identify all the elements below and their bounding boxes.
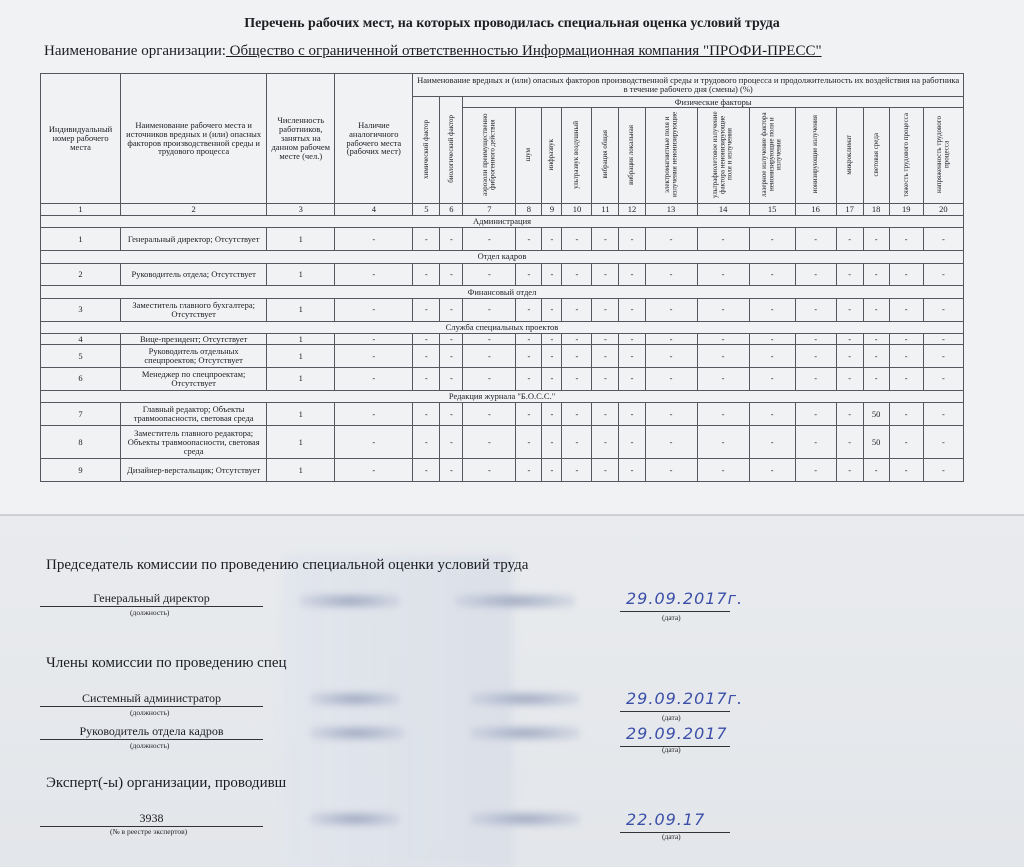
factor-value: - bbox=[516, 403, 542, 426]
workplace-name: Вице-президент; Отсутствует bbox=[121, 333, 267, 344]
header-factor-9: электромагнитные поля и излучения неионизирующие bbox=[645, 108, 697, 204]
worker-count: 1 bbox=[267, 228, 335, 251]
workplace-id: 6 bbox=[41, 368, 121, 391]
factor-value: - bbox=[516, 263, 542, 286]
factor-value: - bbox=[923, 403, 963, 426]
factor-value: - bbox=[440, 345, 463, 368]
factor-value: - bbox=[516, 298, 542, 321]
factor-value: - bbox=[413, 403, 440, 426]
expert-heading: Эксперт(-ы) организации, проводивш bbox=[46, 775, 287, 791]
factor-value: - bbox=[619, 459, 645, 482]
factor-value: - bbox=[562, 459, 592, 482]
header-worker-count: Численность работников, занятых на данном рабочем месте (чел.) bbox=[267, 74, 335, 204]
factor-value: - bbox=[562, 263, 592, 286]
column-number: 17 bbox=[836, 204, 863, 216]
factor-value: - bbox=[863, 333, 889, 344]
factor-value: - bbox=[645, 368, 697, 391]
column-number: 19 bbox=[889, 204, 923, 216]
table-row bbox=[41, 333, 964, 344]
factor-value: - bbox=[413, 368, 440, 391]
factor-value: - bbox=[562, 298, 592, 321]
column-number: 3 bbox=[267, 204, 335, 216]
factor-value: - bbox=[592, 333, 619, 344]
factor-value: - bbox=[923, 228, 963, 251]
factor-value: - bbox=[413, 263, 440, 286]
factor-value: - bbox=[863, 228, 889, 251]
workplace-name: Главный редактор; Объекты травмоопасности, световая среда bbox=[121, 403, 267, 426]
factor-value: - bbox=[923, 345, 963, 368]
signatures-section bbox=[0, 515, 1024, 867]
factor-value: - bbox=[440, 459, 463, 482]
factor-value: - bbox=[619, 345, 645, 368]
factor-value: - bbox=[516, 345, 542, 368]
factor-value: - bbox=[440, 298, 463, 321]
column-number: 10 bbox=[562, 204, 592, 216]
factor-value: - bbox=[413, 459, 440, 482]
factor-value: - bbox=[923, 263, 963, 286]
factor-value: - bbox=[749, 263, 795, 286]
factor-value: - bbox=[795, 298, 836, 321]
factor-value: - bbox=[542, 263, 562, 286]
member1-position-caption: (должность) bbox=[130, 708, 170, 717]
factor-value: - bbox=[542, 345, 562, 368]
header-factor-3: аэрозоли преимущественно фиброгенного действия bbox=[463, 108, 516, 204]
column-number: 15 bbox=[749, 204, 795, 216]
column-number: 2 bbox=[121, 204, 267, 216]
column-number: 16 bbox=[795, 204, 836, 216]
organization-line bbox=[44, 43, 822, 60]
table-row bbox=[41, 345, 964, 368]
column-number: 11 bbox=[592, 204, 619, 216]
worker-count: 1 bbox=[267, 426, 335, 459]
factor-value: - bbox=[463, 459, 516, 482]
factor-value: - bbox=[463, 298, 516, 321]
factor-value: - bbox=[562, 333, 592, 344]
factor-value: - bbox=[836, 403, 863, 426]
factor-value: - bbox=[463, 228, 516, 251]
factor-value: - bbox=[697, 228, 749, 251]
expert-number: 3938 bbox=[40, 811, 263, 827]
factor-value: - bbox=[795, 263, 836, 286]
factor-value: - bbox=[863, 298, 889, 321]
workplace-name: Заместитель главного редактора; Объекты травмоопасности, световая среда bbox=[121, 426, 267, 459]
column-number: 7 bbox=[463, 204, 516, 216]
factor-value: - bbox=[645, 263, 697, 286]
redacted-signature bbox=[310, 691, 400, 707]
factor-value: - bbox=[463, 403, 516, 426]
member2-position-caption: (должность) bbox=[130, 741, 170, 750]
factor-value: - bbox=[697, 263, 749, 286]
column-number: 18 bbox=[863, 204, 889, 216]
factor-value: - bbox=[619, 368, 645, 391]
analog-workplaces: - bbox=[335, 333, 413, 344]
expert-date-caption: (дата) bbox=[662, 832, 681, 841]
factor-value: - bbox=[440, 368, 463, 391]
factor-value: - bbox=[749, 368, 795, 391]
factor-value: - bbox=[836, 263, 863, 286]
table-row bbox=[41, 368, 964, 391]
workplace-id: 9 bbox=[41, 459, 121, 482]
factor-value: - bbox=[889, 403, 923, 426]
workplace-name: Генеральный директор; Отсутствует bbox=[121, 228, 267, 251]
factor-value: - bbox=[645, 228, 697, 251]
factor-value: - bbox=[440, 228, 463, 251]
column-number: 4 bbox=[335, 204, 413, 216]
factor-value: - bbox=[619, 333, 645, 344]
workplace-name: Менеджер по спецпроектам; Отсутствует bbox=[121, 368, 267, 391]
factor-value: - bbox=[889, 263, 923, 286]
factor-value: - bbox=[795, 426, 836, 459]
expert-registry-caption: (№ в реестре экспертов) bbox=[110, 827, 188, 836]
workplace-id: 7 bbox=[41, 403, 121, 426]
header-factor-4: шум bbox=[516, 108, 542, 204]
table-row bbox=[41, 228, 964, 251]
factor-value: - bbox=[413, 333, 440, 344]
factor-value: - bbox=[463, 345, 516, 368]
factor-value: - bbox=[836, 333, 863, 344]
organization-label: Наименование организации: bbox=[44, 43, 226, 59]
header-factor-14: световая среда bbox=[863, 108, 889, 204]
factor-value: - bbox=[795, 228, 836, 251]
header-physical-factors: Физические факторы bbox=[463, 97, 964, 108]
table-row bbox=[41, 403, 964, 426]
section-header: Отдел кадров bbox=[41, 251, 964, 263]
header-factor-biological: биологический фактор bbox=[440, 97, 463, 204]
column-number: 8 bbox=[516, 204, 542, 216]
table-row bbox=[41, 298, 964, 321]
header-factor-8: вибрация локальная bbox=[619, 108, 645, 204]
factor-value: - bbox=[562, 426, 592, 459]
header-factor-16: напряженность трудового процесса bbox=[923, 108, 963, 204]
factor-value: - bbox=[619, 403, 645, 426]
factor-value: - bbox=[542, 368, 562, 391]
factor-value: - bbox=[923, 426, 963, 459]
factor-value: - bbox=[413, 228, 440, 251]
factor-value: - bbox=[795, 368, 836, 391]
workplace-id: 1 bbox=[41, 228, 121, 251]
factor-value: - bbox=[923, 459, 963, 482]
factor-value: - bbox=[562, 403, 592, 426]
factor-value: - bbox=[592, 298, 619, 321]
factor-value: - bbox=[836, 459, 863, 482]
factor-value: - bbox=[863, 368, 889, 391]
factor-value: - bbox=[645, 426, 697, 459]
factor-value: - bbox=[592, 228, 619, 251]
expert-date: 22.09.17 bbox=[626, 810, 706, 829]
document-title: Перечень рабочих мест, на которых проводилась специальная оценка условий труда bbox=[244, 16, 780, 31]
table-row bbox=[41, 426, 964, 459]
member1-position: Системный администратор bbox=[40, 691, 263, 707]
factor-value: - bbox=[923, 368, 963, 391]
worker-count: 1 bbox=[267, 345, 335, 368]
factor-value: - bbox=[619, 263, 645, 286]
factor-value: - bbox=[863, 459, 889, 482]
workplace-name: Дизайнер-верстальщик; Отсутствует bbox=[121, 459, 267, 482]
factor-value: - bbox=[463, 426, 516, 459]
workplace-name: Заместитель главного бухгалтера; Отсутствует bbox=[121, 298, 267, 321]
factor-value: - bbox=[863, 345, 889, 368]
redacted-name bbox=[455, 593, 575, 609]
workplace-id: 5 bbox=[41, 345, 121, 368]
chair-date-caption: (дата) bbox=[662, 613, 681, 622]
chair-heading: Председатель комиссии по проведению специальной оценки условий труда bbox=[46, 557, 529, 573]
header-factor-5: инфразвук bbox=[542, 108, 562, 204]
header-factors-group: Наименование вредных и (или) опасных факторов производственной среды и трудового процесса и продолжительность их воздействия на работника в течение рабочего дня (смены) (%) bbox=[413, 74, 964, 97]
factor-value: 50 bbox=[863, 426, 889, 459]
chair-position-caption: (должность) bbox=[130, 608, 170, 617]
workplace-id: 3 bbox=[41, 298, 121, 321]
member2-date: 29.09.2017 bbox=[626, 724, 728, 743]
factor-value: - bbox=[562, 345, 592, 368]
header-factor-11: лазерное излучение фактора неионизирующие поля и излучения bbox=[749, 108, 795, 204]
header-factor-12: ионизирующие излучения bbox=[795, 108, 836, 204]
column-number: 9 bbox=[542, 204, 562, 216]
factor-value: - bbox=[889, 333, 923, 344]
factor-value: - bbox=[836, 298, 863, 321]
header-factor-13: микроклимат bbox=[836, 108, 863, 204]
redacted-signature bbox=[310, 725, 405, 741]
section-header: Редакция журнала "Б.О.С.С." bbox=[41, 390, 964, 402]
column-number: 5 bbox=[413, 204, 440, 216]
factor-value: - bbox=[795, 459, 836, 482]
section-header: Администрация bbox=[41, 216, 964, 228]
factor-value: - bbox=[440, 333, 463, 344]
factor-value: - bbox=[836, 368, 863, 391]
factor-value: - bbox=[749, 426, 795, 459]
redacted-signature bbox=[310, 811, 400, 827]
member1-date-caption: (дата) bbox=[662, 713, 681, 722]
factor-value: - bbox=[923, 298, 963, 321]
column-number: 6 bbox=[440, 204, 463, 216]
factor-value: - bbox=[645, 459, 697, 482]
workplace-name: Руководитель отдельных спецпроектов; Отсутствует bbox=[121, 345, 267, 368]
factor-value: - bbox=[889, 426, 923, 459]
factor-value: - bbox=[542, 333, 562, 344]
redacted-signature bbox=[300, 593, 400, 609]
factor-value: - bbox=[619, 228, 645, 251]
chair-date: 29.09.2017г. bbox=[626, 589, 744, 608]
factor-value: - bbox=[889, 228, 923, 251]
factor-value: - bbox=[562, 228, 592, 251]
worker-count: 1 bbox=[267, 368, 335, 391]
factor-value: - bbox=[542, 228, 562, 251]
column-number: 20 bbox=[923, 204, 963, 216]
worker-count: 1 bbox=[267, 333, 335, 344]
factor-value: - bbox=[592, 403, 619, 426]
factor-value: - bbox=[413, 426, 440, 459]
redacted-name bbox=[470, 725, 580, 741]
factor-value: - bbox=[795, 345, 836, 368]
factor-value: - bbox=[645, 298, 697, 321]
analog-workplaces: - bbox=[335, 298, 413, 321]
factor-value: - bbox=[836, 426, 863, 459]
factor-value: - bbox=[413, 298, 440, 321]
factor-value: - bbox=[562, 368, 592, 391]
factor-value: - bbox=[795, 333, 836, 344]
factor-value: - bbox=[592, 345, 619, 368]
factor-value: - bbox=[592, 459, 619, 482]
redacted-name bbox=[470, 691, 580, 707]
factor-value: - bbox=[542, 298, 562, 321]
workplace-name: Руководитель отдела; Отсутствует bbox=[121, 263, 267, 286]
factor-value: - bbox=[463, 368, 516, 391]
header-factor-7: вибрация общая bbox=[592, 108, 619, 204]
factor-value: - bbox=[516, 426, 542, 459]
factor-value: - bbox=[749, 298, 795, 321]
factor-value: - bbox=[749, 459, 795, 482]
member2-date-caption: (дата) bbox=[662, 745, 681, 754]
factor-value: - bbox=[697, 459, 749, 482]
factor-value: - bbox=[836, 228, 863, 251]
factor-value: 50 bbox=[863, 403, 889, 426]
factor-value: - bbox=[516, 333, 542, 344]
member2-position: Руководитель отдела кадров bbox=[40, 724, 263, 740]
factor-value: - bbox=[749, 228, 795, 251]
factor-value: - bbox=[749, 403, 795, 426]
factor-value: - bbox=[413, 345, 440, 368]
header-factor-10: ультрафиолетовое излучение фактора неионизирующие поля и излучения bbox=[697, 108, 749, 204]
factor-value: - bbox=[749, 345, 795, 368]
workplaces-table bbox=[40, 73, 964, 482]
analog-workplaces: - bbox=[335, 459, 413, 482]
factor-value: - bbox=[463, 333, 516, 344]
factor-value: - bbox=[645, 345, 697, 368]
section-header: Финансовый отдел bbox=[41, 286, 964, 298]
factor-value: - bbox=[542, 459, 562, 482]
factor-value: - bbox=[440, 403, 463, 426]
workplace-id: 2 bbox=[41, 263, 121, 286]
organization-name: Общество с ограниченной ответственностью Информационная компания "ПРОФИ-ПРЕСС" bbox=[225, 43, 822, 59]
factor-value: - bbox=[697, 368, 749, 391]
column-number: 14 bbox=[697, 204, 749, 216]
analog-workplaces: - bbox=[335, 426, 413, 459]
factor-value: - bbox=[440, 426, 463, 459]
column-number: 1 bbox=[41, 204, 121, 216]
member1-date: 29.09.2017г. bbox=[626, 689, 744, 708]
factor-value: - bbox=[592, 263, 619, 286]
factor-value: - bbox=[619, 426, 645, 459]
workplace-id: 8 bbox=[41, 426, 121, 459]
worker-count: 1 bbox=[267, 459, 335, 482]
factor-value: - bbox=[923, 333, 963, 344]
factor-value: - bbox=[516, 368, 542, 391]
factor-value: - bbox=[592, 368, 619, 391]
factor-value: - bbox=[697, 426, 749, 459]
factor-value: - bbox=[795, 403, 836, 426]
table-row bbox=[41, 263, 964, 286]
factor-value: - bbox=[697, 333, 749, 344]
factor-value: - bbox=[645, 403, 697, 426]
worker-count: 1 bbox=[267, 403, 335, 426]
redacted-name bbox=[470, 811, 580, 827]
worker-count: 1 bbox=[267, 298, 335, 321]
factor-value: - bbox=[749, 333, 795, 344]
factor-value: - bbox=[697, 298, 749, 321]
factor-value: - bbox=[836, 345, 863, 368]
factor-value: - bbox=[889, 298, 923, 321]
factor-value: - bbox=[889, 345, 923, 368]
table-row bbox=[41, 459, 964, 482]
header-workplace-number: Индивидуальный номер рабочего места bbox=[41, 74, 121, 204]
members-heading: Члены комиссии по проведению спец bbox=[46, 655, 287, 671]
header-analog-workplaces: Наличие аналогичного рабочего места (рабочих мест) bbox=[335, 74, 413, 204]
factor-value: - bbox=[440, 263, 463, 286]
chair-position: Генеральный директор bbox=[40, 591, 263, 607]
factor-value: - bbox=[463, 263, 516, 286]
section-header: Служба специальных проектов bbox=[41, 321, 964, 333]
factor-value: - bbox=[889, 459, 923, 482]
factor-value: - bbox=[697, 403, 749, 426]
analog-workplaces: - bbox=[335, 345, 413, 368]
analog-workplaces: - bbox=[335, 368, 413, 391]
factor-value: - bbox=[645, 333, 697, 344]
factor-value: - bbox=[516, 459, 542, 482]
column-number: 12 bbox=[619, 204, 645, 216]
factor-value: - bbox=[592, 426, 619, 459]
factor-value: - bbox=[863, 263, 889, 286]
workplace-id: 4 bbox=[41, 333, 121, 344]
header-workplace-name: Наименование рабочего места и источников вредных и (или) опасных факторов производственной среды и трудового процесса bbox=[121, 74, 267, 204]
worker-count: 1 bbox=[267, 263, 335, 286]
factor-value: - bbox=[697, 345, 749, 368]
header-factor-chemical: химический фактор bbox=[413, 97, 440, 204]
analog-workplaces: - bbox=[335, 228, 413, 251]
factor-value: - bbox=[889, 368, 923, 391]
factor-value: - bbox=[542, 426, 562, 459]
analog-workplaces: - bbox=[335, 263, 413, 286]
analog-workplaces: - bbox=[335, 403, 413, 426]
factor-value: - bbox=[542, 403, 562, 426]
factor-value: - bbox=[619, 298, 645, 321]
factor-value: - bbox=[516, 228, 542, 251]
header-factor-6: ультразвук воздушный bbox=[562, 108, 592, 204]
header-factor-15: тяжесть трудового процесса bbox=[889, 108, 923, 204]
column-number: 13 bbox=[645, 204, 697, 216]
